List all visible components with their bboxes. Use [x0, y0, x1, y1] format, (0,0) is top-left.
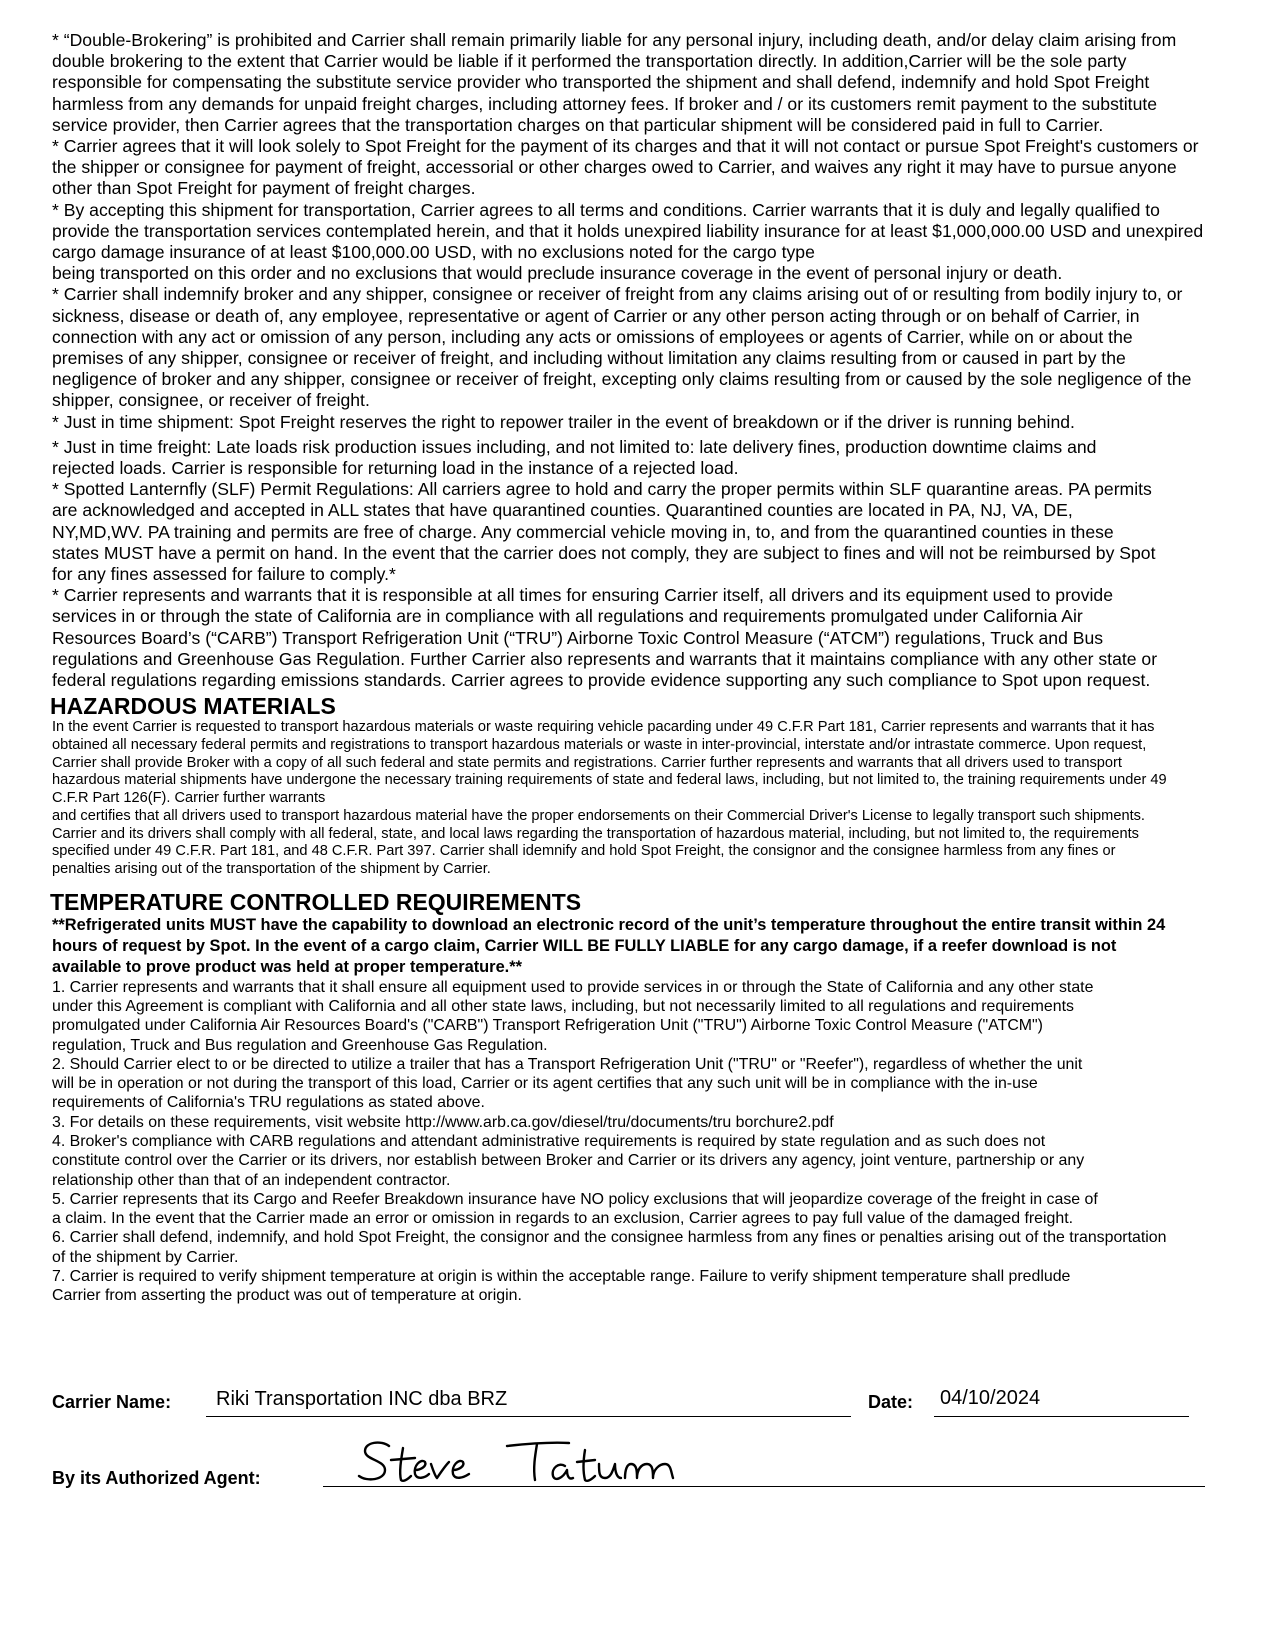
temperature-heading: TEMPERATURE CONTROLLED REQUIREMENTS	[50, 888, 582, 915]
date-line	[934, 1416, 1189, 1417]
agent-label: By its Authorized Agent:	[52, 1468, 261, 1488]
indemnity-clause: * Carrier shall indemnify broker and any shipper, consignee or receiver of freight from any claims arising out of or resulting from bodily injury to, or sickness, disease or death of, any employee, representative or agent of Carrier or any other person acting through or on behalf of Carrier, in connection with any act or omission of any person, including any acts or omissions of employees or agents of Carrier, while on or about the premises of any shipper, consignee or receiver of freight, and including without limitation any claims resulting from or caused in part by the negligence of broker and any shipper, consignee or receiver of freight, excepting only claims resulting from or caused by the sole negligence of the shipper, consignee, or receiver of freight.	[52, 284, 1192, 411]
temp-item-5: 5. Carrier represents that its Cargo and Reefer Breakdown insurance have NO policy exclusions that will jeopardize coverage of the freight in case of a claim. In the event that the Carrier made an error or omission in regards to an exclusion, Carrier agrees to pay full value of the damaged freight.	[52, 1190, 1098, 1228]
carrier-name-field[interactable]: Riki Transportation INC dba BRZ	[216, 1388, 508, 1410]
temp-item-6: 6. Carrier shall defend, indemnify, and hold Spot Freight, the consignor and the consignee harmless from any fines or penalties arising out of the transportation of the shipment by Carrier.	[52, 1229, 1167, 1266]
reefer-download-notice: **Refrigerated units MUST have the capability to download an electronic record of the unit’s temperature throughout the entire transit within 24 hours of request by Spot. In the event of a cargo claim, Carrier WILL BE FULLY LIABLE for any cargo damage, if a reefer download is not available to prove product was held at proper temperature.**	[52, 915, 1166, 976]
temp-item-3: 3. For details on these requirements, visit website http://www.arb.ca.gov/diesel/tru/documents/tru borchure2.pdf	[52, 1113, 834, 1131]
payment-clause: * Carrier agrees that it will look solely to Spot Freight for the payment of its charges and that it will not contact or pursue Spot Freight's customers or the shipper or consignee for payment of freight, accessorial or other charges owed to Carrier, and waives any right it may have to pursue anyone other than Spot Freight for payment of freight charges.	[52, 136, 1199, 199]
temp-item-1: 1. Carrier represents and warrants that it shall ensure all equipment used to provide services in or through the State of California and any other state under this Agreement is compliant with California and all other state laws, including, but not necessarily limited to all regulations and requirements promulgated under California Air Resources Board's ("CARB") Transport Refrigeration Unit ("TRU") Airborne Toxic Control Measure ("ATCM") regulation, Truck and Bus regulation and Greenhouse Gas Regulation.	[52, 978, 1094, 1054]
carrier-name-line	[206, 1416, 851, 1417]
temp-item-7: 7. Carrier is required to verify shipment temperature at origin is within the acceptable range. Failure to verify shipment temperature shall predlude Carrier from asserting the product was out of temperature at origin.	[52, 1268, 1071, 1305]
hazmat-text-continued: and certifies that all drivers used to transport hazardous material have the proper endorsements on their Commercial Driver's License to legally transport such shipments. Carrier and its drivers shall comply with all federal, state, and local laws regarding the transportation of hazardous material, including, but not limited to, the requirements specified under 49 C.F.R. Part 181, and 48 C.F.R. Part 397. Carrier shall idemnify and hold Spot Freight, the consignor and the consignee harmless from any fines or penalties arising out of the transportation of the shipment by Carrier.	[52, 807, 1145, 877]
temp-item-2: 2. Should Carrier elect to or be directed to utilize a trailer that has a Transport Refrigeration Unit ("TRU" or "Reefer"), regardless of whether the unit will be in operation or not during the transport of this load, Carrier or its agent certifies that any such unit will be in compliance with the in-use requirements of California's TRU regulations as stated above.	[52, 1055, 1083, 1112]
temp-item-4: 4. Broker's compliance with CARB regulations and attendant administrative requirements is required by state regulation and as such does not constitute control over the Carrier or its drivers, nor establish between Broker and Carrier or its drivers any agency, joint venture, partnership or any relationship other than that of an independent contractor.	[52, 1133, 1085, 1189]
hazmat-heading: HAZARDOUS MATERIALS	[50, 693, 336, 720]
double-brokering-clause: * “Double-Brokering” is prohibited and Carrier shall remain primarily liable for any personal injury, including death, and/or delay claim arising from double brokering to the extent that Carrier would be liable if it performed the transportation directly. In addition,Carrier will be the sole party responsible for compensating the substitute service provider who transported the shipment and shall defend, indemnify and hold Spot Freight harmless from any demands for unpaid freight charges, including attorney fees. If broker and / or its customers remit payment to the substitute service provider, then Carrier agrees that the transportation charges on that particular shipment will be considered paid in full to Carrier.	[52, 30, 1177, 135]
carrier-name-label: Carrier Name:	[52, 1392, 172, 1412]
agent-signature-image[interactable]	[355, 1436, 685, 1492]
jit-freight-clause: * Just in time freight: Late loads risk production issues including, and not limited to: late delivery fines, production downtime claims and rejected loads. Carrier is responsible for returning load in the instance of a rejected load.	[52, 436, 1097, 479]
slf-permit-clause: * Spotted Lanternfly (SLF) Permit Regulations: All carriers agree to hold and carry the proper permits within SLF quarantine areas. PA permits are acknowledged and accepted in ALL states that have quarantined counties. Quarantined counties are located in PA, NJ, VA, DE, NY,MD,WV. PA training and permits are free of charge. Any commercial vehicle moving in, to, and from the quarantined counties in these states MUST have a permit on hand. In the event that the carrier does not comply, they are subject to fines and will not be reimbursed by Spot for any fines assessed for failure to comply.*	[52, 479, 1156, 585]
insurance-clause: * By accepting this shipment for transportation, Carrier agrees to all terms and conditions. Carrier warrants that it is duly and legally qualified to provide the transportation services contemplated herein, and that it holds unexpired liability insurance for at least $1,000,000.00 USD and unexpired cargo damage insurance of at least $100,000.00 USD, with no exclusions noted for the cargo type	[52, 199, 1204, 263]
jit-shipment-clause: * Just in time shipment: Spot Freight reserves the right to repower trailer in the event of breakdown or if the driver is running behind.	[52, 411, 1075, 432]
date-field[interactable]: 04/10/2024	[940, 1387, 1041, 1409]
carb-compliance-clause: * Carrier represents and warrants that it is responsible at all times for ensuring Carrier itself, all drivers and its equipment used to provide services in or through the state of California are in compliance with all regulations and requirements promulgated under California Air Resources Board’s (“CARB”) Transport Refrigeration Unit (“TRU”) Airborne Toxic Control Measure (“ATCM”) regulations, Truck and Bus regulations and Greenhouse Gas Regulation. Further Carrier also represents and warrants that it maintains compliance with any other state or federal regulations regarding emissions standards. Carrier agrees to provide evidence supporting any such compliance to Spot upon request.	[52, 585, 1158, 691]
terms-body	[52, 30, 1227, 1306]
date-label: Date:	[868, 1392, 914, 1412]
handwritten-signature-icon	[355, 1436, 685, 1492]
hazmat-text: In the event Carrier is requested to transport hazardous materials or waste requiring vehicle pacarding under 49 C.F.R Part 181, Carrier represents and warrants that it has obtained all necessary federal permits and registrations to transport hazardous materials or waste in inter-provincial, interstate and/or intrastate commerce. Upon request, Carrier shall provide Broker with a copy of all such federal and state permits and registrations. Carrier further represents and warrants that all drivers used to transport hazardous material shipments have undergone the necessary training requirements of state and federal laws, including, but not limited to, the training requirements under 49 C.F.R Part 126(F). Carrier further warrants	[52, 719, 1167, 807]
insurance-clause-continued: being transported on this order and no exclusions that would preclude insurance coverage in the event of personal injury or death.	[52, 263, 1063, 284]
